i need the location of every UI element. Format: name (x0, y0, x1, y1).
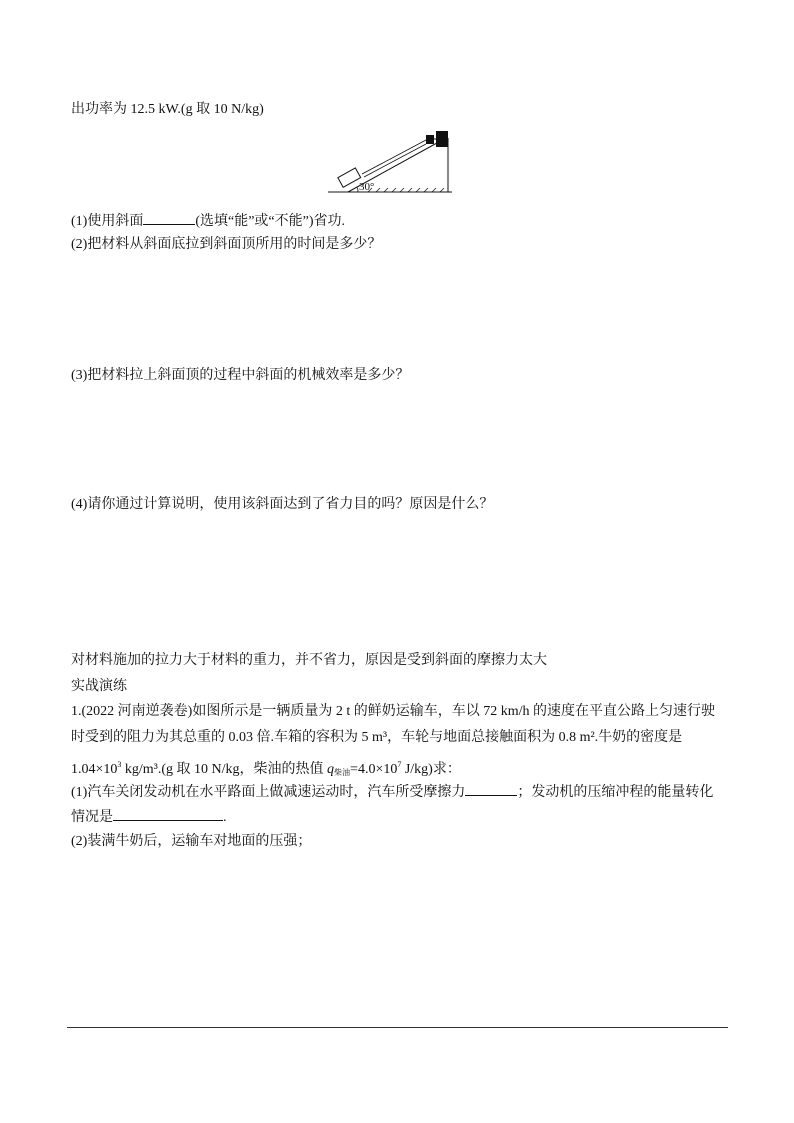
problem-1-line-1: 1.(2022 河南逆袭卷)如图所示是一辆质量为 2 t 的鲜奶运输车，车以 72 km/h 的速度在平直公路上匀速行驶 (71, 704, 715, 719)
angle-label: 30° (359, 181, 375, 193)
rope-bottom (364, 144, 426, 177)
problem-1-line-3: $1.04\times 10^3$ kg/m³.(g 取 10 N/kg，柴油的热值 $q_{柴油}=4.0\times 10^7$ J/kg)求： (71, 760, 461, 777)
question-1: (1)使用斜面 (选填“能”或“不能”)省功. (71, 211, 345, 231)
text-line-power: 出功率为 12.5 kW.(g 取 10 N/kg) (71, 102, 264, 117)
energy-blank[interactable] (113, 807, 223, 821)
question-4: (4)请你通过计算说明，使用该斜面达到了省力目的吗？原因是什么？ (71, 497, 494, 512)
angle-arc (357, 187, 358, 192)
ground-hatching (368, 188, 444, 192)
friction-blank[interactable] (465, 782, 517, 796)
problem-1-question-2: (2)装满牛奶后，运输车对地面的压强； (71, 834, 312, 849)
problem-1-question-1-cont: 情况是 . (71, 807, 227, 827)
incline-diagram (328, 126, 458, 196)
question-2: (2)把材料从斜面底拉到斜面顶所用的时间是多少？ (71, 237, 382, 252)
rope-top (362, 140, 426, 174)
answer-blank[interactable] (143, 211, 195, 225)
problem-1-line-2: 时受到的阻力为其总重的 0.03 倍.车箱的容积为 5 m³，车轮与地面总接触面积为 0.8 m².牛奶的密度是 (71, 730, 683, 745)
problem-1-question-1: (1)汽车关闭发动机在水平路面上做减速运动时，汽车所受摩擦力 ；发动机的压缩冲程的能量转化 (71, 782, 713, 802)
footer-rule (67, 1027, 728, 1028)
section-heading: 实战演练 (71, 679, 127, 694)
question-3: (3)把材料拉上斜面顶的过程中斜面的机械效率是多少？ (71, 368, 410, 383)
material-box (338, 168, 361, 187)
answer-text: 对材料施加的拉力大于材料的重力，并不省力，原因是受到斜面的摩擦力太大 (71, 653, 547, 668)
